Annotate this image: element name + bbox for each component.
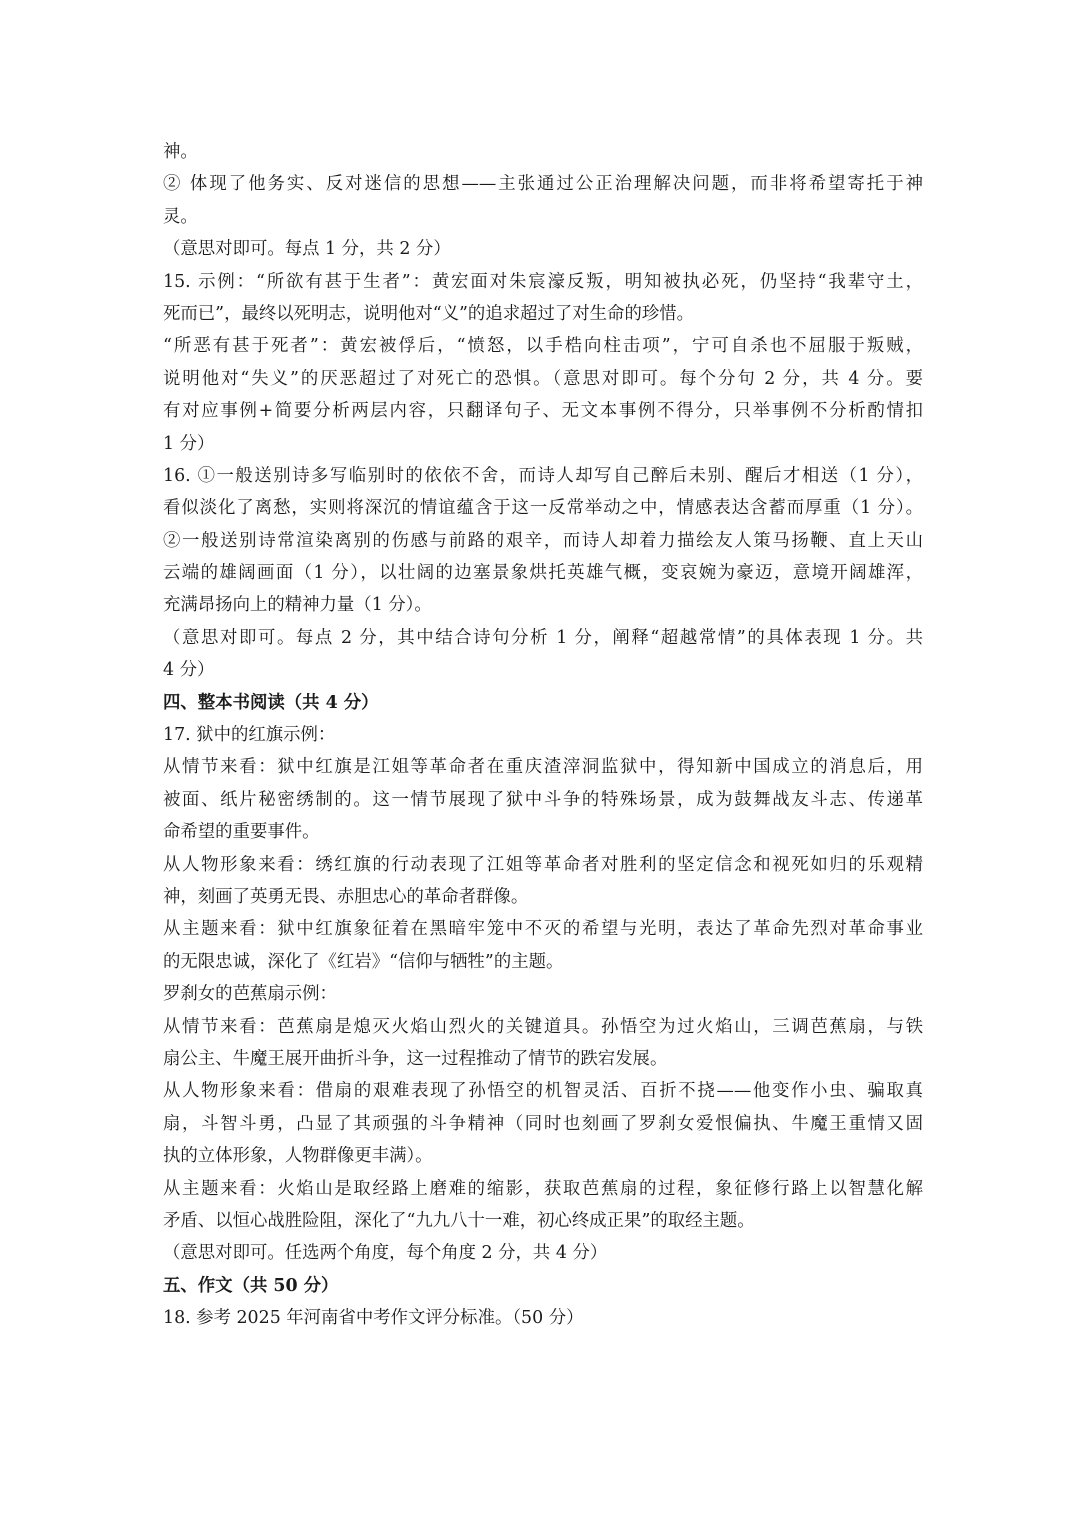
text-line: 从主题来看：狱中红旗象征着在黑暗牢笼中不灭的希望与光明，表达了革命先烈对革命事业 (163, 919, 923, 940)
text-line: 16. ①一般送别诗多写临别时的依依不舍，而诗人却写自己醉后未别、醒后才相送（1 分）， (163, 465, 923, 486)
text-line: 被面、纸片秘密绣制的。这一情节展现了狱中斗争的特殊场景，成为鼓舞战友斗志、传递革 (163, 789, 923, 810)
text-line: 从人物形象来看：借扇的艰难表现了孙悟空的机智灵活、百折不挠——他变作小虫、骗取真 (163, 1081, 923, 1102)
text-line: （意思对即可。任选两个角度，每个角度 2 分，共 4 分） (163, 1243, 608, 1264)
text-line: 看似淡化了离愁，实则将深沉的情谊蕴含于这一反常举动之中，情感表达含蓄而厚重（1 分）。 (163, 498, 923, 519)
text-line: 矛盾、以恒心战胜险阻，深化了“九九八十一难，初心终成正果”的取经主题。 (163, 1210, 755, 1231)
text-line: “所恶有甚于死者”：黄宏被俘后，“愤怒，以手梏向柱击项”，宁可自杀也不屈服于叛贼， (163, 336, 923, 357)
text-line: 死而已”，最终以死明志，说明他对“义”的追求超过了对生命的珍惜。 (163, 303, 695, 324)
text-line: 灵。 (163, 206, 198, 227)
text-line: ②一般送别诗常渲染离别的伤感与前路的艰辛，而诗人却着力描绘友人策马扬鞭、直上天山 (163, 530, 923, 551)
text-line: 从情节来看：芭蕉扇是熄灭火焰山烈火的关键道具。孙悟空为过火焰山，三调芭蕉扇，与铁 (163, 1016, 923, 1037)
text-line: 有对应事例+简要分析两层内容，只翻译句子、无文本事例不得分，只举事例不分析酌情扣 (163, 401, 923, 422)
text-line: 从主题来看：火焰山是取经路上磨难的缩影，获取芭蕉扇的过程，象征修行路上以智慧化解 (163, 1178, 923, 1199)
text-line: 18. 参考 2025 年河南省中考作文评分标准。（50 分） (163, 1308, 584, 1329)
section-heading: 五、作文（共 50 分） (163, 1275, 339, 1296)
text-line: 说明他对“失义”的厌恶超过了对死亡的恐惧。（意思对即可。每个分句 2 分，共 4 分。要 (163, 368, 923, 389)
text-line: 神，刻画了英勇无畏、赤胆忠心的革命者群像。 (163, 886, 529, 907)
text-line: 充满昂扬向上的精神力量（1 分）。 (163, 595, 432, 616)
text-line: 从情节来看：狱中红旗是江姐等革命者在重庆渣滓洞监狱中，得知新中国成立的消息后，用 (163, 757, 923, 778)
text-line: ② 体现了他务实、反对迷信的思想——主张通过公正治理解决问题，而非将希望寄托于神 (163, 174, 923, 195)
text-line: 扇，斗智斗勇，凸显了其顽强的斗争精神（同时也刻画了罗刹女爱恨偏执、牛魔王重情又固 (163, 1113, 923, 1134)
text-line: 4 分） (163, 660, 215, 681)
text-line: 15. 示例：“所欲有甚于生者”：黄宏面对朱宸濠反叛，明知被执必死，仍坚持“我辈守土， (163, 271, 923, 292)
text-line: 执的立体形象，人物群像更丰满）。 (163, 1146, 433, 1167)
text-line: 神。 (163, 142, 198, 162)
section-heading: 四、整本书阅读（共 4 分） (163, 692, 379, 713)
text-line: 罗刹女的芭蕉扇示例： (163, 984, 337, 1005)
answer-key-page (163, 136, 923, 1334)
text-line: 17. 狱中的红旗示例： (163, 725, 336, 746)
text-line: 云端的雄阔画面（1 分），以壮阔的边塞景象烘托英雄气概，变哀婉为豪迈，意境开阔雄浑， (163, 563, 923, 584)
text-line: 的无限忠诚，深化了《红岩》“信仰与牺牲”的主题。 (163, 951, 564, 972)
text-line: 扇公主、牛魔王展开曲折斗争，这一过程推动了情节的跌宕发展。 (163, 1048, 668, 1069)
text-line: 从人物形象来看：绣红旗的行动表现了江姐等革命者对胜利的坚定信念和视死如归的乐观精 (163, 854, 923, 875)
text-line: （意思对即可。每点 2 分，其中结合诗句分析 1 分，阐释“超越常情”的具体表现 1 分。共 (163, 627, 923, 648)
text-line: （意思对即可。每点 1 分，共 2 分） (163, 239, 451, 260)
text-line: 1 分） (163, 433, 215, 454)
text-line: 命希望的重要事件。 (163, 822, 320, 843)
